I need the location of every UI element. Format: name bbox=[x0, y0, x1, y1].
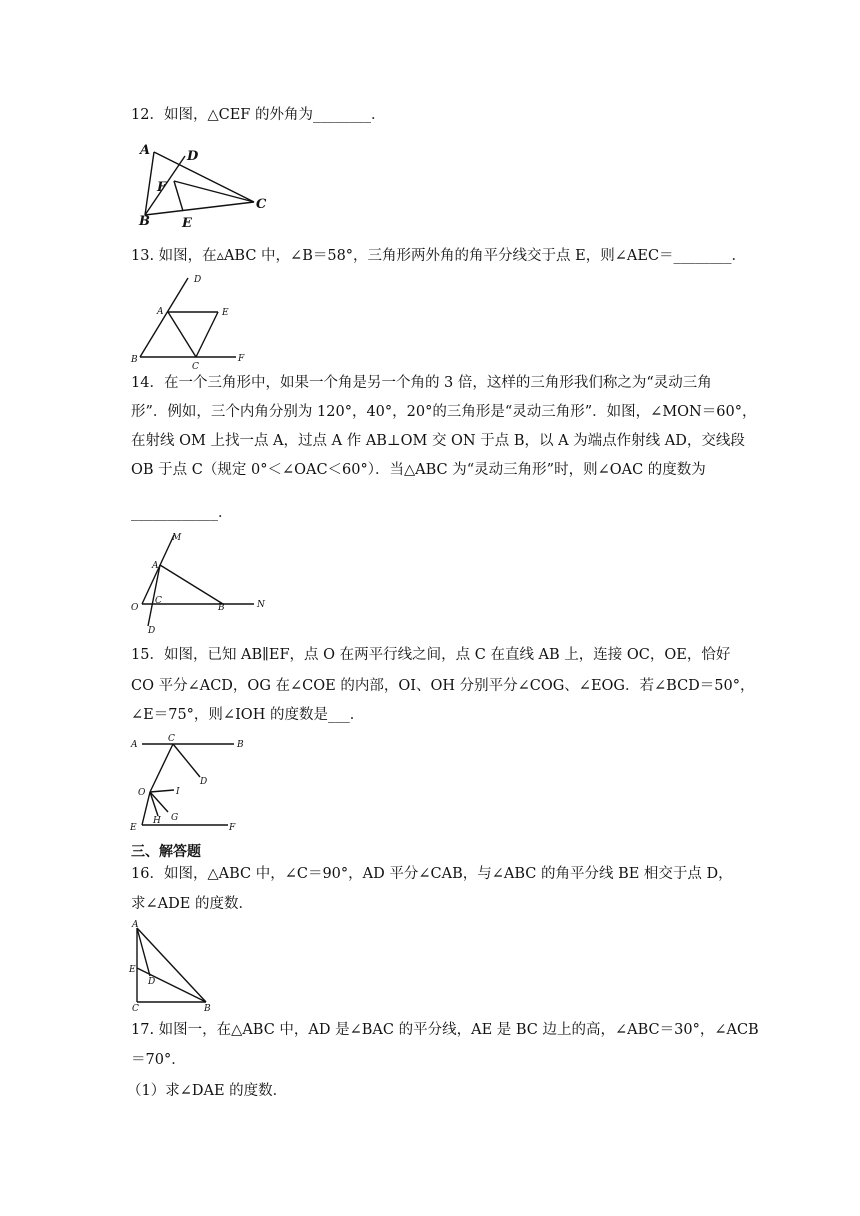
q14-label-d: D bbox=[148, 626, 156, 636]
q14-label-m: M bbox=[172, 533, 182, 543]
q12-label-c: C bbox=[256, 197, 267, 212]
q14-line4: OB 于点 C（规定 0°＜∠OAC＜60°）．当△ABC 为“灵动三角形”时，则∠OAC 的度数为 bbox=[131, 462, 706, 478]
q14-line1: 14．在一个三角形中，如果一个角是另一个角的 3 倍，这样的三角形我们称之为“灵动三角 bbox=[131, 375, 712, 391]
q17-line2: ＝70°． bbox=[131, 1052, 186, 1068]
q15-figure bbox=[128, 732, 258, 837]
q13-label-c: C bbox=[192, 362, 199, 372]
q15-label-i: I bbox=[176, 787, 180, 797]
q14-figure bbox=[128, 530, 268, 635]
q14-label-c: C bbox=[155, 596, 162, 606]
q15-label-b: B bbox=[237, 740, 244, 750]
q14-line2: 形”．例如，三个内角分别为 120°，40°，20°的三角形是“灵动三角形”．如图，∠MON＝60°， bbox=[131, 404, 757, 420]
q14-line3: 在射线 OM 上找一点 A，过点 A 作 AB⊥OM 交 ON 于点 B，以 A 为端点作射线 AD，交线段 bbox=[131, 433, 745, 449]
q12-label-f: F bbox=[157, 180, 167, 195]
q16-label-d: D bbox=[148, 977, 156, 987]
q12-text: 12．如图，△CEF 的外角为________． bbox=[131, 107, 386, 123]
q16-label-b: B bbox=[204, 1004, 211, 1014]
q16-figure bbox=[128, 920, 218, 1012]
q15-label-f: F bbox=[229, 823, 236, 833]
q15-label-o: O bbox=[138, 788, 146, 798]
q15-label-h: H bbox=[153, 816, 161, 826]
q15-label-g: G bbox=[171, 813, 179, 823]
q13-text: 13. 如图，在▵ABC 中，∠B＝58°，三角形两外角的角平分线交于点 E，则∠AEC＝________． bbox=[131, 248, 747, 264]
q15-label-e: E bbox=[130, 823, 137, 833]
q15-line3: ∠E＝75°，则∠IOH 的度数是___． bbox=[131, 707, 365, 723]
q14-label-b: B bbox=[218, 603, 225, 613]
q12-label-e: E bbox=[182, 216, 192, 231]
q13-label-b: B bbox=[131, 355, 138, 365]
q12-label-a: A bbox=[140, 143, 151, 158]
q15-label-d: D bbox=[200, 777, 208, 787]
q17-line3: （1）求∠DAE 的度数． bbox=[127, 1083, 288, 1099]
q14-label-n: N bbox=[257, 600, 265, 610]
q16-label-c: C bbox=[132, 1004, 139, 1014]
q13-label-e: E bbox=[222, 308, 229, 318]
q16-label-e: E bbox=[129, 965, 136, 975]
q17-line1: 17. 如图一，在△ABC 中，AD 是∠BAC 的平分线，AE 是 BC 边上的高，∠ABC＝30°，∠ACB bbox=[131, 1022, 759, 1038]
q12-label-b: B bbox=[139, 214, 150, 229]
q16-label-a: A bbox=[132, 920, 139, 930]
q16-line1: 16．如图，△ABC 中，∠C＝90°，AD 平分∠CAB，与∠ABC 的角平分线 BE 相交于点 D， bbox=[131, 866, 733, 882]
q15-line2: CO 平分∠ACD，OG 在∠COE 的内部，OI、OH 分别平分∠COG、∠EOG．若∠BCD＝50°， bbox=[131, 678, 755, 694]
q15-line1: 15．如图，已知 AB∥EF，点 O 在两平行线之间，点 C 在直线 AB 上，连接 OC，OE，恰好 bbox=[131, 647, 731, 663]
q12-figure bbox=[136, 140, 276, 235]
q14-label-o: O bbox=[131, 603, 139, 613]
q16-line2: 求∠ADE 的度数． bbox=[131, 896, 253, 912]
q12-label-d: D bbox=[187, 149, 199, 164]
q13-label-d: D bbox=[194, 275, 202, 285]
q13-figure bbox=[128, 272, 253, 372]
section-heading: 三、解答题 bbox=[131, 844, 201, 860]
q15-label-c: C bbox=[168, 734, 175, 744]
q15-label-a: A bbox=[131, 740, 138, 750]
q14-label-a: A bbox=[152, 561, 159, 571]
q13-label-a: A bbox=[157, 307, 164, 317]
q14-line5: ____________． bbox=[131, 505, 233, 521]
q13-label-f: F bbox=[238, 354, 245, 364]
